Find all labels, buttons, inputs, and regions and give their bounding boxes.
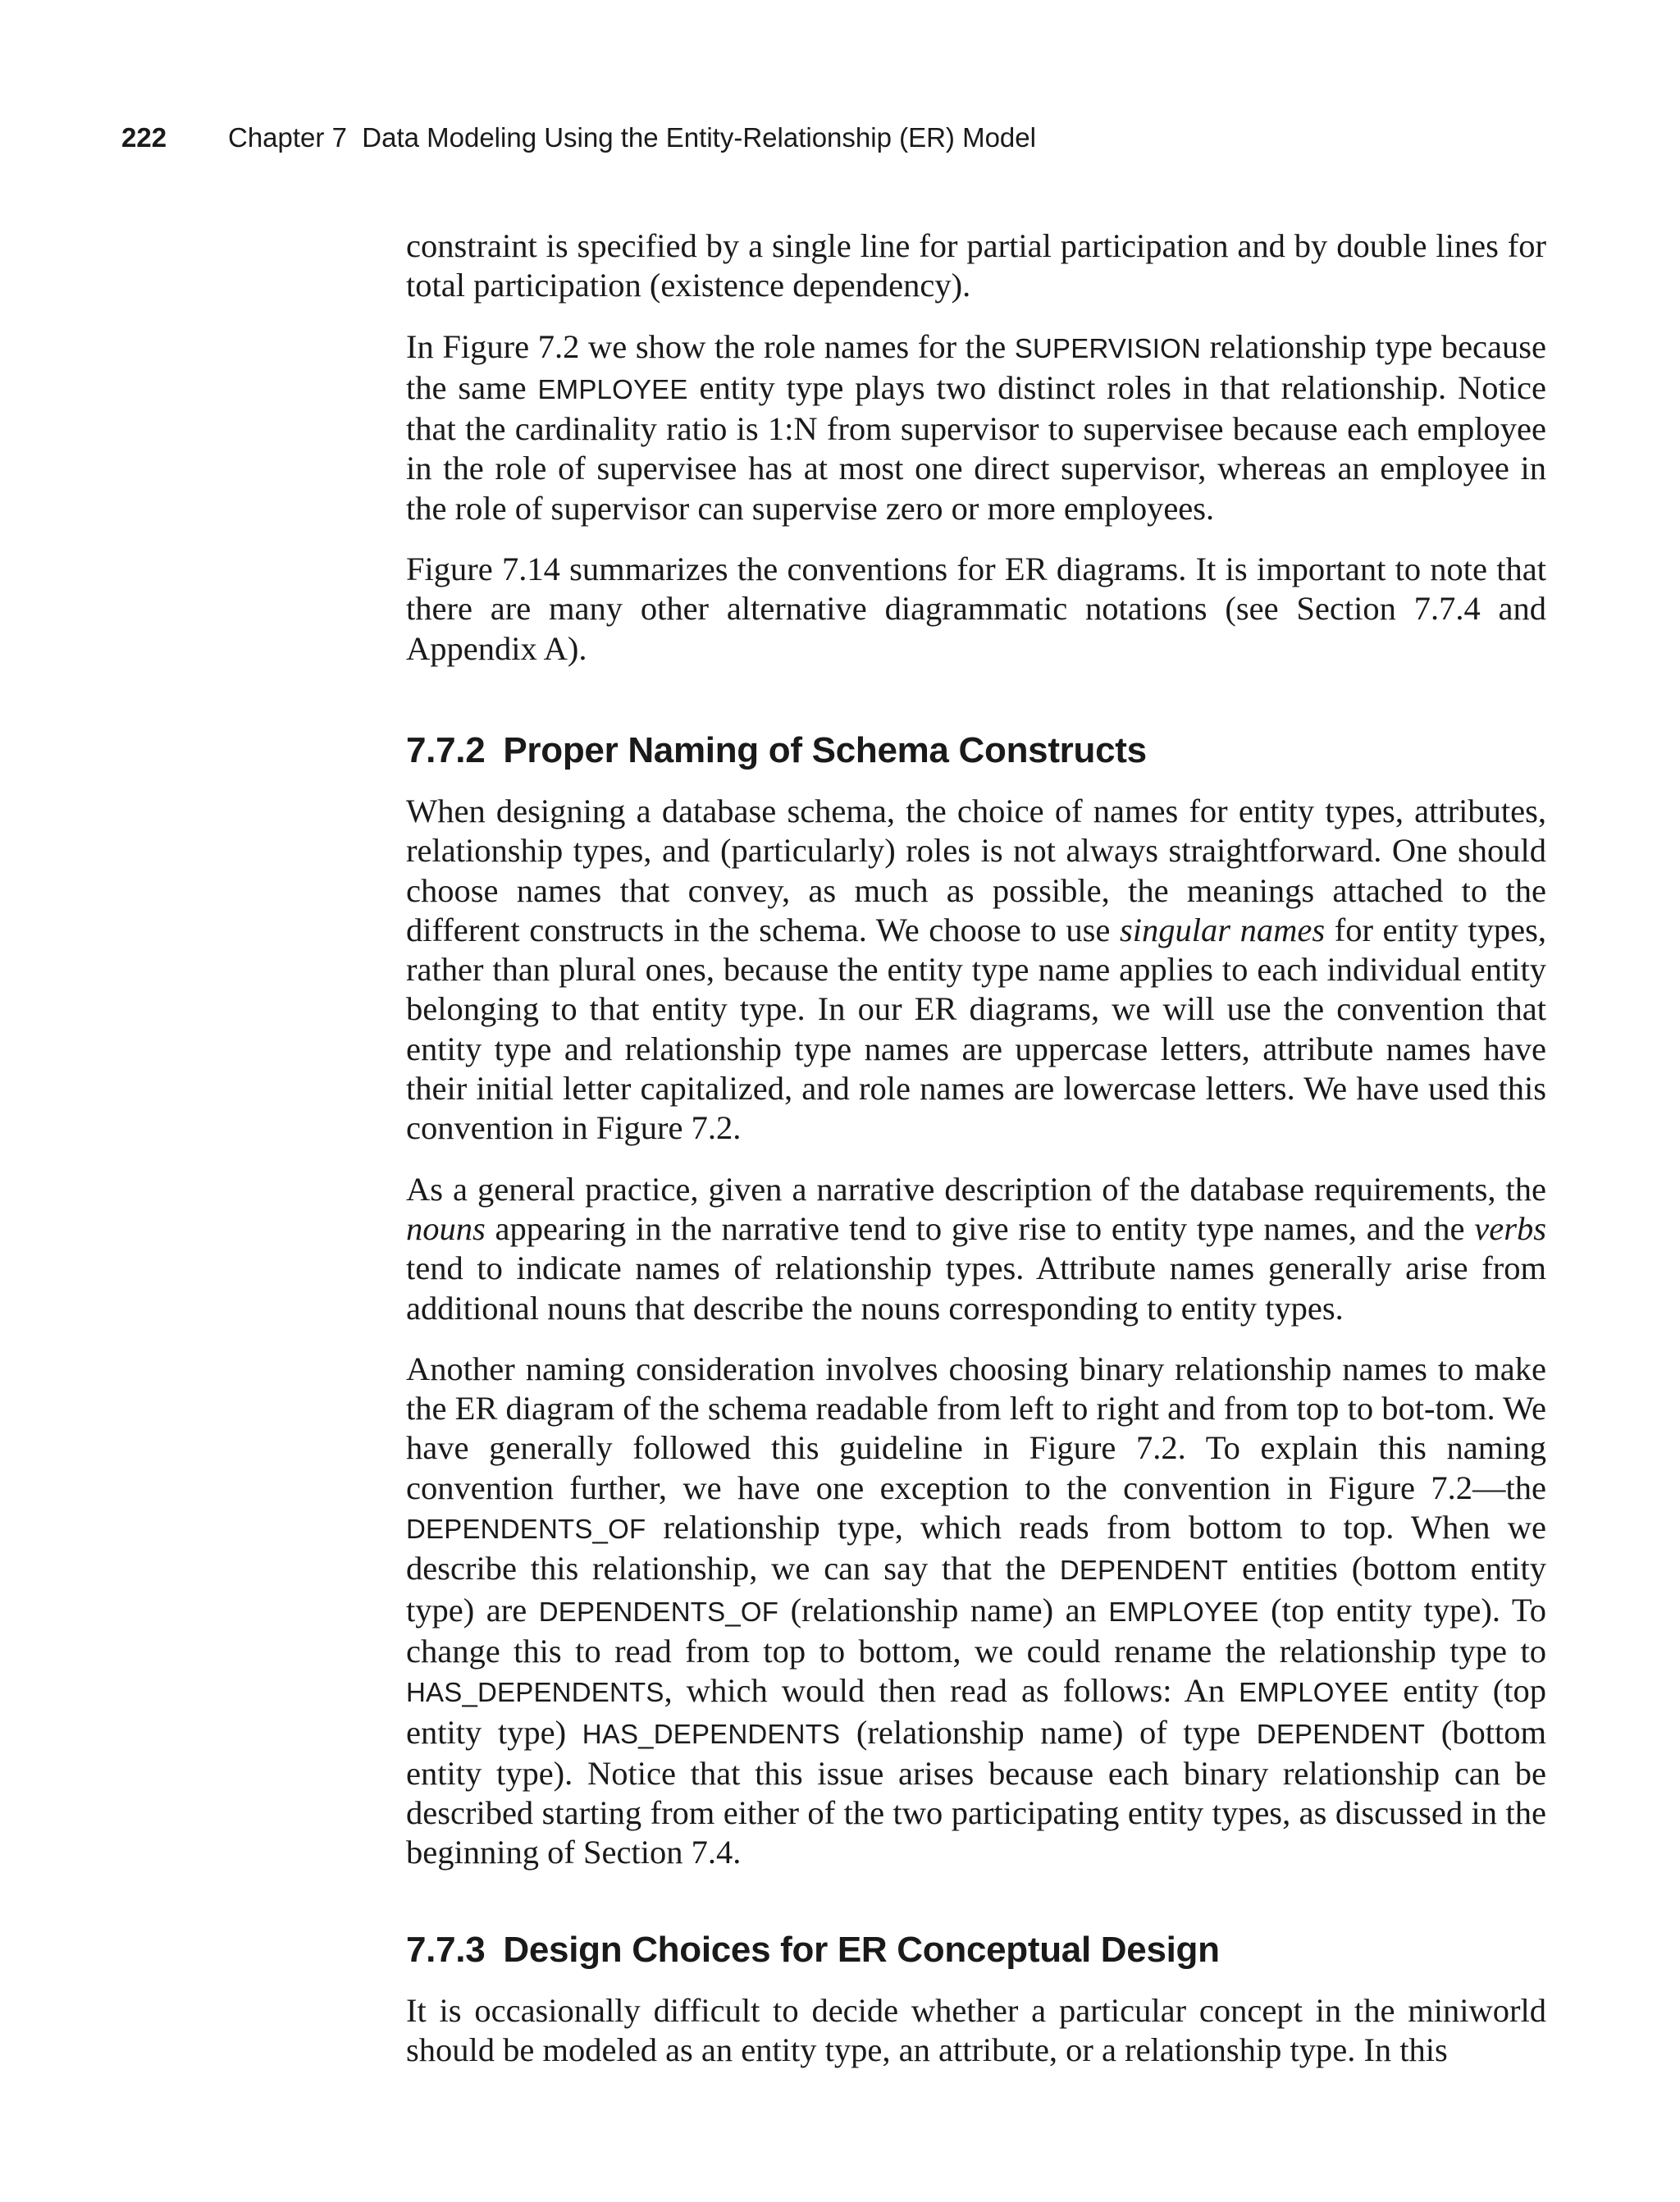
section-title: Proper Naming of Schema Constructs — [503, 729, 1147, 770]
construct-name: DEPENDENT — [1256, 1718, 1426, 1749]
section-title: Design Choices for ER Conceptual Design — [503, 1929, 1220, 1970]
construct-name: DEPENDENTS_OF — [406, 1514, 646, 1545]
text-run: When designing a database schema, the choice of names for entity types, attributes, relationship types, and (particularly) roles is not always straightforward. One should choose names that convey, as much as possible, the meanings attached to the different constructs in the schema. We choose to use — [406, 792, 1546, 948]
paragraph-naming-schema — [406, 792, 1546, 1149]
construct-name: HAS_DEPENDENTS — [406, 1677, 664, 1708]
construct-name: DEPENDENT — [1059, 1555, 1229, 1586]
text-run: (bottom entity type). Notice that this issue arises because each binary relationship can be described starting from either of the two participating entity types, as discussed in the beginning of Section 7.4. — [406, 1713, 1546, 1871]
text-run: entity type plays two distinct roles in that relationship. Notice that the cardinality ratio is 1:N from supervisor to supervisee because each employee in the role of supervisee has at most one direct supervisor, whereas an employee in the role of supervisor can supervise zero or more employees. — [406, 368, 1546, 527]
page-number: 222 — [121, 122, 167, 153]
text-run: entities (bottom entity type) are — [406, 1550, 1546, 1629]
paragraph-binary-relationship-names — [406, 1350, 1546, 1873]
text-run: tend to indicate names of relationship types. Attribute names generally arise from additional nouns that describe the nouns corresponding to entity types. — [406, 1249, 1546, 1327]
paragraph-text: It is occasionally difficult to decide whether a particular concept in the miniworld should be modeled as an entity type, an attribute, or a relationship type. In this — [406, 1991, 1546, 2068]
text-run: entity (top entity type) — [406, 1672, 1546, 1751]
text-run: , which would then read as follows: An — [664, 1672, 1239, 1710]
construct-name: EMPLOYEE — [537, 373, 688, 404]
paragraph-nouns-verbs — [406, 1170, 1546, 1328]
italic-term: singular names — [1120, 911, 1326, 948]
section-heading-7-7-2 — [406, 728, 1546, 774]
section-number: 7.7.3 — [406, 1929, 486, 1970]
page-body — [406, 226, 1546, 2091]
text-run: relationship type, which reads from bottom to top. When we describe this relationship, we can say that the — [406, 1509, 1546, 1588]
section-heading-7-7-3 — [406, 1927, 1546, 1973]
construct-name: SUPERVISION — [1014, 332, 1201, 363]
section-number: 7.7.2 — [406, 729, 486, 770]
construct-name: HAS_DEPENDENTS — [582, 1718, 841, 1749]
text-run: appearing in the narrative tend to give rise to entity type names, and the — [485, 1209, 1475, 1247]
italic-term: verbs — [1474, 1209, 1546, 1247]
text-run: for entity types, rather than plural ones, because the entity type name applies to each individual entity belonging to that entity type. In our ER diagrams, we will use the convention that entity type and relationship type names are uppercase letters, attribute names have their initial letter capitalized, and role names are lowercase letters. We have used this convention in Figure 7.2. — [406, 911, 1547, 1147]
paragraph-conventions — [406, 550, 1546, 669]
paragraph-text: Figure 7.14 summarizes the conventions for ER diagrams. It is important to note that there are many other alternative diagrammatic notations (see Section 7.7.4 and Appendix A). — [406, 550, 1546, 667]
construct-name: EMPLOYEE — [1239, 1677, 1390, 1708]
paragraph-participation — [406, 226, 1546, 306]
text-run: As a general practice, given a narrative description of the database requirements, the — [406, 1170, 1546, 1208]
chapter-title: Chapter 7 Data Modeling Using the Entity-Relationship (ER) Model — [228, 122, 1036, 153]
italic-term: nouns — [406, 1209, 486, 1247]
text-run: (relationship name) an — [778, 1591, 1109, 1629]
text-run: (top entity type). To change this to read from top to bottom, we could rename the relationship type to — [406, 1591, 1546, 1670]
paragraph-text: constraint is specified by a single line for partial participation and by double lines for total participation (existence dependency). — [406, 227, 1546, 304]
paragraph-design-choices — [406, 1991, 1546, 2071]
construct-name: EMPLOYEE — [1108, 1596, 1259, 1627]
paragraph-role-names — [406, 327, 1546, 528]
text-run: Another naming consideration involves choosing binary relationship names to make the ER diagram of the schema readable from left to right and from top to bot-tom. We have generally followed this guideline in Figure 7.2. To explain this naming convention further, we have one exception to the convention in Figure 7.2—the — [406, 1350, 1546, 1506]
running-head — [121, 120, 1549, 161]
text-run: (relationship name) of type — [840, 1713, 1257, 1751]
text-run: relationship type because the same — [406, 327, 1546, 406]
text-run: In Figure 7.2 we show the role names for the — [406, 327, 1015, 365]
construct-name: DEPENDENTS_OF — [538, 1596, 779, 1627]
